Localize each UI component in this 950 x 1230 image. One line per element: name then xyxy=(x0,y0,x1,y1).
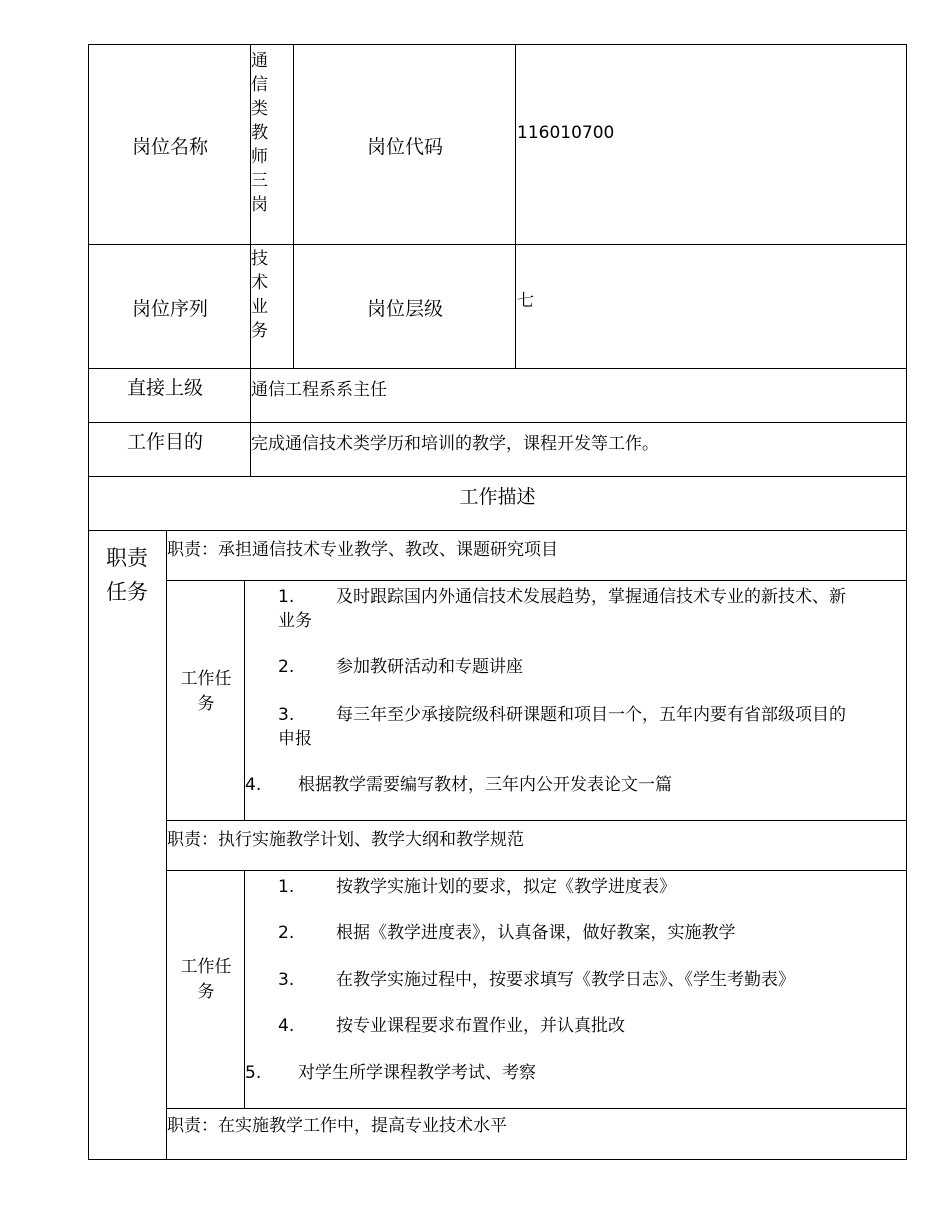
position-code-label-cell xyxy=(293,44,517,246)
description-header: 工作描述 xyxy=(459,486,536,508)
description-header-cell xyxy=(88,476,907,532)
task-num: 3. xyxy=(278,970,295,990)
duty-2-title: 职责：执行实施教学计划、教学大纲和教学规范 xyxy=(167,830,524,850)
task-text: 及时跟踪国内外通信技术发展趋势，掌握通信技术专业的新技术、新 xyxy=(336,587,846,607)
duties-label-line2: 任务 xyxy=(106,580,148,604)
position-name-cell xyxy=(250,44,295,246)
duty-1-task-4 xyxy=(245,773,905,797)
position-name-label: 岗位名称 xyxy=(131,135,208,158)
task-text-cont: 申报 xyxy=(278,729,312,749)
duty-1-task-2 xyxy=(278,655,908,679)
superior: 通信工程系系主任 xyxy=(251,380,387,400)
duty-1-task-label-cell xyxy=(166,580,246,822)
task-text: 每三年至少承接院级科研课题和项目一个，五年内要有省部级项目的 xyxy=(336,705,846,725)
task-num: 4. xyxy=(278,1016,295,1036)
task-text: 参加教研活动和专题讲座 xyxy=(336,657,523,677)
task-num: 1. xyxy=(278,877,295,897)
task-text: 根据《教学进度表》，认真备课，做好教案，实施教学 xyxy=(336,923,736,943)
duties-label xyxy=(106,541,148,609)
job-description-table xyxy=(88,44,907,1160)
duty-1-task-1 xyxy=(278,585,908,633)
duties-label-cell xyxy=(88,530,168,1160)
superior-label-cell xyxy=(88,368,252,424)
duty-1-task-3 xyxy=(278,703,908,751)
duty-2-task-label: 工作任务 xyxy=(180,957,232,1002)
level: 七 xyxy=(517,291,534,311)
sequence-label: 岗位序列 xyxy=(131,297,208,320)
task-num: 5. xyxy=(245,1063,262,1083)
level-label-cell xyxy=(293,244,517,370)
purpose: 完成通信技术类学历和培训的教学，课程开发等工作。 xyxy=(251,434,659,454)
position-name: 通信类教师三岗 xyxy=(251,51,268,215)
task-num: 2. xyxy=(278,657,295,677)
duties-label-line1: 职责 xyxy=(106,546,148,570)
task-text: 按专业课程要求布置作业，并认真批改 xyxy=(336,1016,625,1036)
duty-3-title-cell xyxy=(166,1108,907,1160)
sequence: 技术业务 xyxy=(251,249,268,341)
duty-2-task-label-cell xyxy=(166,870,246,1110)
task-num: 4. xyxy=(245,775,262,795)
superior-label: 直接上级 xyxy=(127,377,204,399)
duty-2-task-5 xyxy=(245,1061,905,1085)
duty-2-task-2 xyxy=(278,921,908,945)
position-code-cell xyxy=(515,44,907,246)
sequence-label-cell xyxy=(88,244,252,370)
task-num: 2. xyxy=(278,923,295,943)
superior-cell xyxy=(250,368,907,424)
level-label: 岗位层级 xyxy=(366,297,443,320)
task-text: 对学生所学课程教学考试、考察 xyxy=(298,1063,536,1083)
duty-2-tasks-cell xyxy=(244,870,907,1110)
task-num: 3. xyxy=(278,705,295,725)
task-text: 根据教学需要编写教材，三年内公开发表论文一篇 xyxy=(298,775,672,795)
sequence-cell xyxy=(250,244,295,370)
duty-2-task-4 xyxy=(278,1014,908,1038)
position-name-label-cell xyxy=(88,44,252,246)
duty-3-title: 职责：在实施教学工作中，提高专业技术水平 xyxy=(167,1116,507,1136)
purpose-cell xyxy=(250,422,907,478)
task-text: 按教学实施计划的要求，拟定《教学进度表》 xyxy=(336,877,676,897)
duty-1-title-cell xyxy=(166,530,907,582)
task-text: 在教学实施过程中，按要求填写《教学日志》、《学生考勤表》 xyxy=(336,970,795,990)
duty-1-task-label: 工作任务 xyxy=(180,669,232,714)
position-code-label: 岗位代码 xyxy=(366,135,443,158)
duty-2-task-3 xyxy=(278,968,908,992)
duty-2-task-1 xyxy=(278,875,908,899)
task-text-cont: 业务 xyxy=(278,611,312,631)
purpose-label: 工作目的 xyxy=(127,431,204,453)
task-num: 1. xyxy=(278,587,295,607)
duty-1-tasks-cell xyxy=(244,580,907,822)
duty-1-title: 职责：承担通信技术专业教学、教改、课题研究项目 xyxy=(167,540,558,560)
purpose-label-cell xyxy=(88,422,252,478)
position-code: 116010700 xyxy=(517,123,615,143)
duty-2-title-cell xyxy=(166,820,907,872)
level-cell xyxy=(515,244,907,370)
